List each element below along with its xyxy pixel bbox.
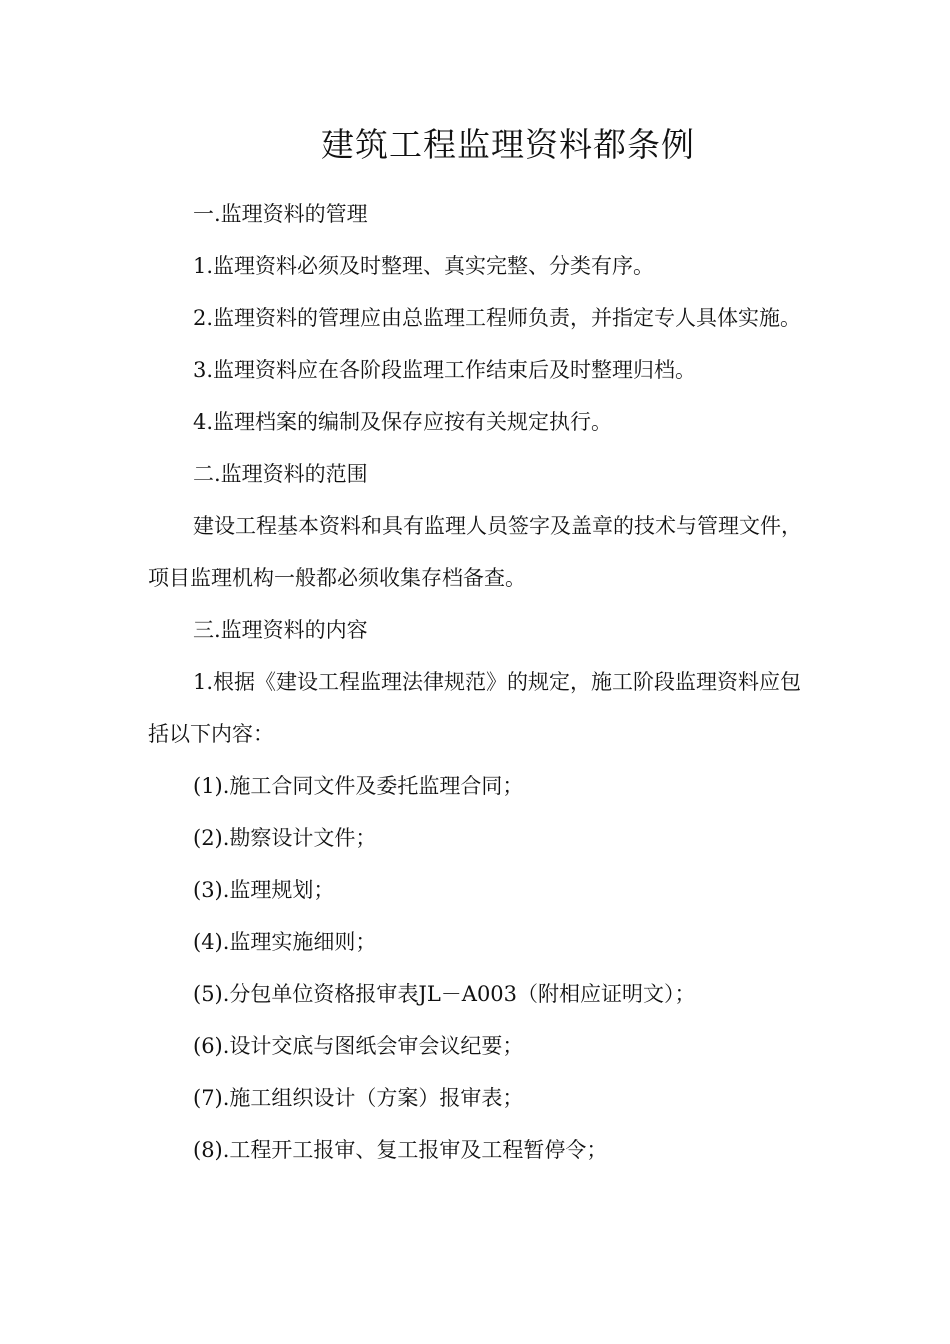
list-item: (7).施工组织设计（方案）报审表； [193, 1086, 524, 1110]
list-item: (5).分包单位资格报审表JL－A003（附相应证明文）； [193, 982, 696, 1006]
list-item: (2).勘察设计文件； [193, 826, 377, 850]
list-item: (1).施工合同文件及委托监理合同； [193, 774, 524, 798]
paragraph-management-2: 2.监理资料的管理应由总监理工程师负责，并指定专人具体实施。 [193, 306, 802, 330]
paragraph-content-1: 1.根据《建设工程监理法律规范》的规定，施工阶段监理资料应包括以下内容： [148, 670, 802, 746]
document-body [148, 188, 804, 1176]
document-title: 建筑工程监理资料都条例 [321, 125, 695, 164]
paragraph-management-3: 3.监理资料应在各阶段监理工作结束后及时整理归档。 [193, 358, 697, 382]
list-item: (4).监理实施细则； [193, 930, 377, 954]
list-item: (3).监理规划； [193, 878, 335, 902]
list-item: (6).设计交底与图纸会审会议纪要； [193, 1034, 524, 1058]
paragraph-management-4: 4.监理档案的编制及保存应按有关规定执行。 [193, 410, 613, 434]
section-heading-content: 三.监理资料的内容 [193, 618, 368, 642]
section-heading-management: 一.监理资料的管理 [193, 202, 368, 226]
paragraph-management-1: 1.监理资料必须及时整理、真实完整、分类有序。 [193, 254, 655, 278]
list-item: (8).工程开工报审、复工报审及工程暂停令； [193, 1138, 608, 1162]
paragraph-scope: 建设工程基本资料和具有监理人员签字及盖章的技术与管理文件，项目监理机构一般都必须收集存档备查。 [148, 514, 802, 590]
section-heading-scope: 二.监理资料的范围 [193, 462, 368, 486]
